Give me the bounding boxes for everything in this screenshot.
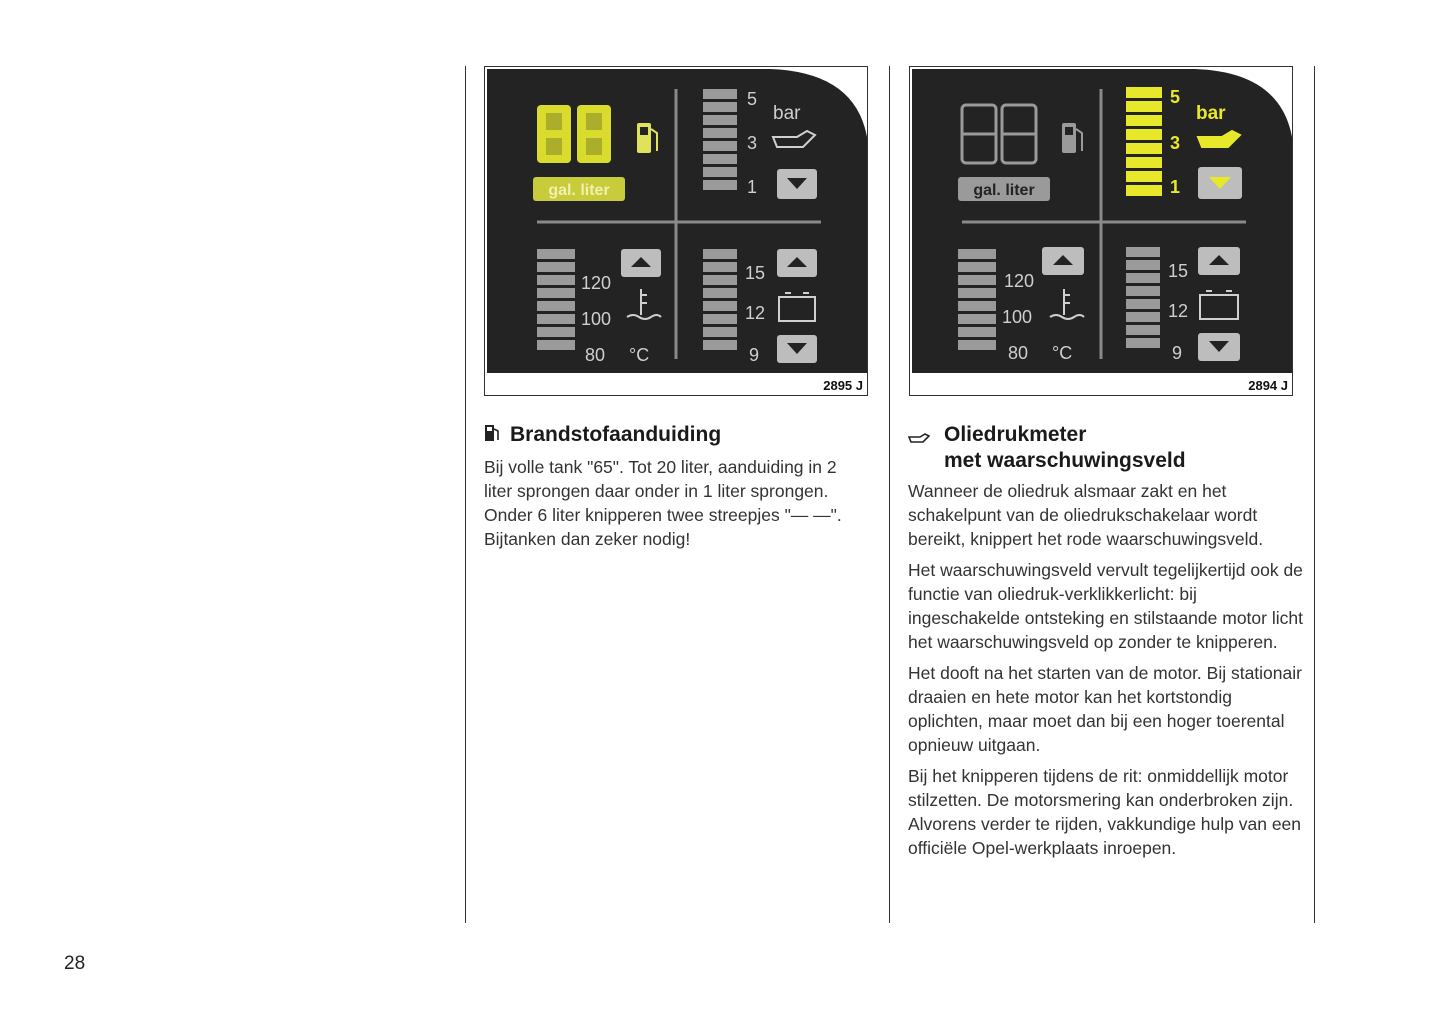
temp-unit: °C — [629, 345, 650, 365]
page-number: 28 — [64, 953, 86, 974]
figure-code: 2894 J — [1248, 378, 1288, 393]
heading-line-1: Oliedrukmeter — [944, 423, 1087, 446]
paragraph: Wanneer de oliedruk alsmaar zakt en het schakelpunt van de oliedrukschakelaar wordt bereikt, knippert het rode waarschuwingsveld. — [908, 481, 1264, 549]
temp-scale-80: 80 — [1008, 343, 1029, 363]
column-divider-middle — [889, 66, 890, 923]
temp-scale-100: 100 — [581, 309, 612, 329]
left-display-svg — [485, 67, 869, 397]
fuel-description — [484, 455, 864, 551]
volt-scale-9: 9 — [749, 345, 760, 365]
oil-can-icon — [908, 430, 930, 444]
oil-scale-5: 5 — [747, 89, 758, 109]
column-divider-right — [1314, 66, 1315, 923]
section-heading-fuel — [484, 422, 721, 448]
section-heading-oil-pressure — [944, 422, 1186, 474]
oil-pressure-description — [908, 479, 1303, 867]
paragraph: Onder 6 liter knipperen twee streepjes "— —". Bijtanken dan zeker nodig! — [484, 505, 842, 549]
volt-scale-12: 12 — [1168, 301, 1189, 321]
right-display-figure — [909, 66, 1293, 396]
temp-scale-100: 100 — [1002, 307, 1033, 327]
oil-unit-bar: bar — [1196, 103, 1226, 124]
paragraph: Bij het knipperen tijdens de rit: onmiddellijk motor stilzetten. De motorsmering kan onderbroken zijn. Alvorens verder te rijden, vakkundige hulp van een officiële Opel-werkplaats inroepen. — [908, 766, 1302, 858]
left-display-figure — [484, 66, 868, 396]
temp-scale-80: 80 — [585, 345, 606, 365]
unit-label: gal. liter — [973, 182, 1035, 199]
temp-unit: °C — [1052, 343, 1073, 363]
paragraph: Het waarschuwingsveld vervult tegelijkertijd ook de functie van oliedruk-verklikkerlicht: bij ingeschakelde ontsteking en stilstaande motor licht het waarschuwingsveld op zonder te knipperen. — [908, 560, 1303, 652]
heading-line-2: met waarschuwingsveld — [944, 449, 1186, 472]
oil-scale-5: 5 — [1170, 87, 1181, 107]
volt-scale-15: 15 — [1168, 261, 1189, 281]
temp-scale-120: 120 — [581, 273, 612, 293]
oil-scale-1: 1 — [1170, 177, 1181, 197]
oil-unit-bar: bar — [773, 103, 801, 124]
oil-scale-3: 3 — [1170, 133, 1181, 153]
paragraph: Het dooft na het starten van de motor. Bij stationair draaien en hete motor kan het kortstondig oplichten, maar moet dan bij een hoger toerental opnieuw uitgaan. — [908, 663, 1302, 755]
heading-text: Brandstofaanduiding — [510, 423, 722, 446]
figure-code: 2895 J — [823, 378, 863, 393]
volt-scale-12: 12 — [745, 303, 766, 323]
unit-label: gal. liter — [548, 182, 610, 199]
right-display-svg — [910, 67, 1294, 397]
temp-scale-120: 120 — [1004, 271, 1035, 291]
paragraph: Bij volle tank "65". Tot 20 liter, aanduiding in 2 liter sprongen daar onder in 1 liter sprongen. — [484, 457, 837, 501]
oil-scale-3: 3 — [747, 133, 758, 153]
column-divider-left — [465, 66, 466, 923]
fuel-pump-icon — [484, 423, 502, 443]
volt-scale-15: 15 — [745, 263, 766, 283]
oil-scale-1: 1 — [747, 177, 758, 197]
volt-scale-9: 9 — [1172, 343, 1183, 363]
